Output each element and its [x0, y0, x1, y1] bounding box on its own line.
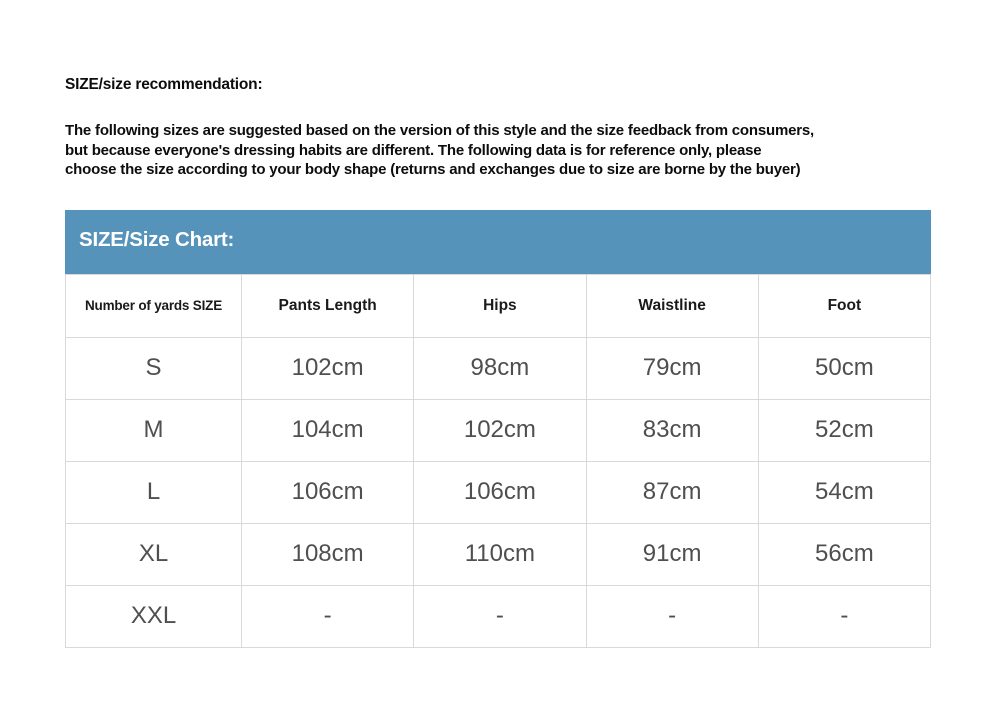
size-label: S: [66, 337, 242, 399]
value-cell: 56cm: [758, 523, 930, 585]
value-cell: 79cm: [586, 337, 758, 399]
recommendation-line-2: but because everyone's dressing habits are different. The following data is for reference only, please: [65, 141, 762, 159]
table-row-l: [66, 461, 931, 523]
recommendation-line-3: choose the size according to your body shape (returns and exchanges due to size are borne by the buyer): [65, 161, 801, 178]
value-cell: 102cm: [242, 337, 414, 399]
column-header-foot: Foot: [758, 274, 930, 337]
value-cell: 98cm: [414, 337, 586, 399]
value-cell: 87cm: [586, 461, 758, 523]
table-row-m: [66, 399, 931, 461]
table-row-xl: [66, 523, 931, 585]
value-cell: 106cm: [414, 461, 586, 523]
value-cell: -: [586, 585, 758, 647]
size-label: XL: [66, 523, 242, 585]
size-chart-title-bar: [65, 210, 931, 274]
column-header-waistline: Waistline: [586, 274, 758, 337]
size-chart-table: [65, 274, 931, 648]
size-label: XXL: [66, 585, 242, 647]
table-row-s: [66, 337, 931, 399]
value-cell: 50cm: [758, 337, 930, 399]
size-chart-title: SIZE/Size Chart:: [79, 227, 235, 251]
value-cell: 102cm: [414, 399, 586, 461]
size-label: M: [66, 399, 242, 461]
value-cell: 106cm: [242, 461, 414, 523]
recommendation-text: [65, 121, 934, 180]
column-header-size: Number of yards SIZE: [66, 274, 242, 337]
value-cell: 104cm: [242, 399, 414, 461]
recommendation-heading: SIZE/size recommendation:: [65, 76, 263, 93]
recommendation-line-1: The following sizes are suggested based on the version of this style and the size feedback from consumers,: [65, 122, 814, 139]
value-cell: 91cm: [586, 523, 758, 585]
table-header-row: [66, 274, 931, 337]
value-cell: 110cm: [414, 523, 586, 585]
column-header-pants-length: Pants Length: [242, 274, 414, 337]
size-label: L: [66, 461, 242, 523]
value-cell: -: [414, 585, 586, 647]
value-cell: -: [242, 585, 414, 647]
value-cell: -: [758, 585, 930, 647]
column-header-hips: Hips: [414, 274, 586, 337]
value-cell: 108cm: [242, 523, 414, 585]
table-row-xxl: [66, 585, 931, 647]
value-cell: 83cm: [586, 399, 758, 461]
value-cell: 54cm: [758, 461, 930, 523]
value-cell: 52cm: [758, 399, 930, 461]
